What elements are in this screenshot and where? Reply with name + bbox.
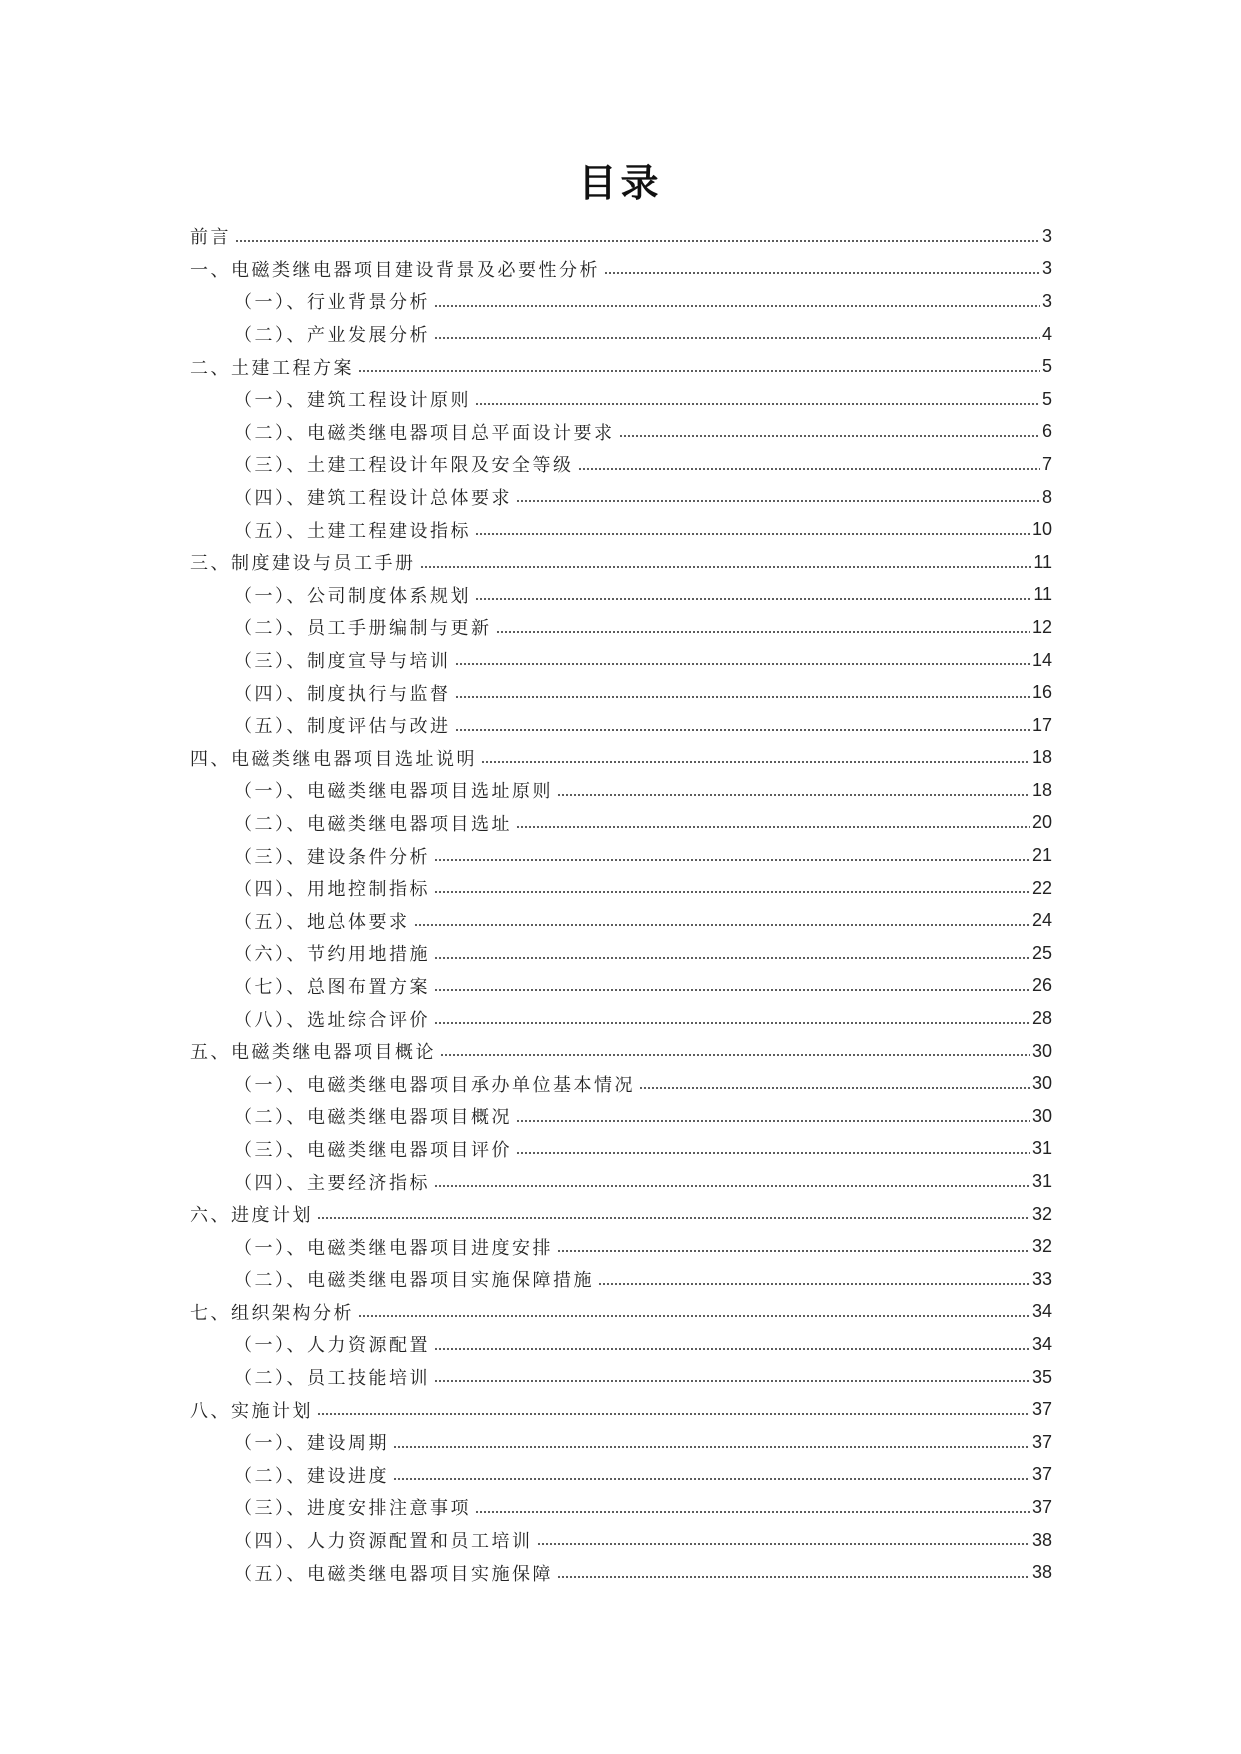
toc-section-entry[interactable]	[190, 1067, 1052, 1100]
toc-page-number: 25	[1031, 942, 1052, 963]
toc-section-entry[interactable]	[190, 937, 1052, 970]
toc-entry-label: （五）、制度评估与改进	[234, 716, 451, 738]
toc-section-entry[interactable]	[190, 676, 1052, 709]
toc-page-number: 14	[1031, 649, 1052, 670]
toc-page-number: 38	[1031, 1529, 1052, 1550]
toc-page-number: 30	[1031, 1040, 1052, 1061]
toc-dot-leader	[414, 922, 1030, 928]
toc-section-entry[interactable]	[190, 1230, 1052, 1263]
toc-entry-label: （六）、节约用地措施	[234, 944, 430, 966]
toc-page-number: 7	[1041, 453, 1052, 474]
toc-entry-label: （二）、电磁类继电器项目总平面设计要求	[234, 422, 615, 444]
toc-section-entry[interactable]	[190, 839, 1052, 872]
toc-entry-label: （二）、电磁类继电器项目选址	[234, 813, 512, 835]
toc-section-entry[interactable]	[190, 1100, 1052, 1133]
toc-dot-leader	[481, 759, 1030, 765]
toc-section-entry[interactable]	[190, 1328, 1052, 1361]
toc-dot-leader	[440, 1052, 1030, 1058]
toc-entry-label: （三）、制度宣导与培训	[234, 651, 451, 673]
toc-dot-leader	[317, 1215, 1030, 1221]
toc-page-number: 33	[1031, 1268, 1052, 1289]
toc-page-number: 18	[1031, 779, 1052, 800]
toc-section-entry[interactable]	[190, 1165, 1052, 1198]
toc-entry-label: 七、组织架构分析	[190, 1302, 354, 1324]
toc-dot-leader	[434, 1183, 1030, 1189]
toc-entry-label: （四）、人力资源配置和员工培训	[234, 1531, 533, 1553]
toc-chapter-entry[interactable]	[190, 1296, 1052, 1329]
toc-entry-label: 三、制度建设与员工手册	[190, 553, 416, 575]
toc-entry-label: （二）、员工技能培训	[234, 1368, 430, 1390]
toc-entry-label: 一、电磁类继电器项目建设背景及必要性分析	[190, 259, 600, 281]
toc-entry-label: （四）、主要经济指标	[234, 1172, 430, 1194]
toc-entry-label: （五）、电磁类继电器项目实施保障	[234, 1563, 553, 1585]
toc-chapter-entry[interactable]	[190, 253, 1052, 286]
toc-dot-leader	[604, 270, 1040, 276]
toc-section-entry[interactable]	[190, 1133, 1052, 1166]
toc-section-entry[interactable]	[190, 904, 1052, 937]
toc-entry-label: （一）、行业背景分析	[234, 292, 430, 314]
toc-entry-label: （一）、电磁类继电器项目进度安排	[234, 1237, 553, 1259]
toc-page-number: 37	[1031, 1431, 1052, 1452]
toc-dot-leader	[358, 1313, 1030, 1319]
toc-dot-leader	[639, 1085, 1030, 1091]
toc-entry-label: （三）、进度安排注意事项	[234, 1498, 471, 1520]
toc-chapter-entry[interactable]	[190, 546, 1052, 579]
toc-page-number: 37	[1031, 1464, 1052, 1485]
toc-page-number: 3	[1041, 225, 1052, 246]
toc-page-number: 4	[1041, 323, 1052, 344]
toc-page-number: 11	[1033, 551, 1052, 572]
toc-page-number: 28	[1031, 1008, 1052, 1029]
toc-entry-label: 六、进度计划	[190, 1205, 313, 1227]
toc-entry-label: 八、实施计划	[190, 1400, 313, 1422]
toc-entry-label: （三）、电磁类继电器项目评价	[234, 1139, 512, 1161]
toc-chapter-entry[interactable]	[190, 1393, 1052, 1426]
toc-section-entry[interactable]	[190, 513, 1052, 546]
toc-entry-label: （四）、用地控制指标	[234, 879, 430, 901]
toc-dot-leader	[475, 596, 1031, 602]
toc-section-entry[interactable]	[190, 970, 1052, 1003]
toc-section-entry[interactable]	[190, 1491, 1052, 1524]
toc-chapter-entry[interactable]	[190, 350, 1052, 383]
toc-section-entry[interactable]	[190, 644, 1052, 677]
toc-section-entry[interactable]	[190, 416, 1052, 449]
toc-section-entry[interactable]	[190, 579, 1052, 612]
toc-entry-label: 四、电磁类继电器项目选址说明	[190, 748, 477, 770]
toc-entry-label: （二）、产业发展分析	[234, 325, 430, 347]
toc-dot-leader	[578, 466, 1040, 472]
toc-section-entry[interactable]	[190, 1361, 1052, 1394]
toc-entry-label: （七）、总图布置方案	[234, 976, 430, 998]
toc-dot-leader	[516, 1150, 1030, 1156]
toc-dot-leader	[434, 857, 1030, 863]
toc-dot-leader	[557, 792, 1030, 798]
toc-page-number: 10	[1031, 519, 1052, 540]
toc-dot-leader	[317, 1411, 1030, 1417]
toc-entry-label: （二）、电磁类继电器项目概况	[234, 1107, 512, 1129]
toc-page-number: 32	[1031, 1236, 1052, 1257]
toc-section-entry[interactable]	[190, 448, 1052, 481]
toc-section-entry[interactable]	[190, 1263, 1052, 1296]
toc-dot-leader	[434, 1378, 1030, 1384]
toc-dot-leader	[557, 1248, 1030, 1254]
toc-chapter-entry[interactable]	[190, 1198, 1052, 1231]
toc-page-number: 31	[1031, 1138, 1052, 1159]
toc-entry-label: （二）、员工手册编制与更新	[234, 618, 492, 640]
toc-page-number: 35	[1031, 1366, 1052, 1387]
toc-dot-leader	[434, 1020, 1030, 1026]
toc-entry-label: （一）、电磁类继电器项目承办单位基本情况	[234, 1074, 635, 1096]
toc-dot-leader	[496, 629, 1030, 635]
toc-page-number: 32	[1031, 1203, 1052, 1224]
toc-page-number: 6	[1041, 421, 1052, 442]
toc-dot-leader	[434, 889, 1030, 895]
toc-entry-label: （一）、建筑工程设计原则	[234, 390, 471, 412]
toc-entry-label: （三）、建设条件分析	[234, 846, 430, 868]
toc-page-number: 11	[1033, 584, 1052, 605]
toc-page-number: 3	[1041, 290, 1052, 311]
toc-page-number: 16	[1031, 682, 1052, 703]
toc-dot-leader	[516, 1118, 1030, 1124]
toc-page-number: 3	[1041, 258, 1052, 279]
toc-dot-leader	[455, 661, 1030, 667]
toc-page-number: 30	[1031, 1105, 1052, 1126]
toc-page-number: 5	[1041, 388, 1052, 409]
toc-section-entry[interactable]	[190, 709, 1052, 742]
toc-dot-leader	[434, 987, 1030, 993]
table-of-contents	[190, 220, 1052, 1589]
toc-section-entry[interactable]	[190, 1556, 1052, 1589]
toc-entry-label: （一）、建设周期	[234, 1433, 389, 1455]
toc-entry-label: （五）、地总体要求	[234, 911, 410, 933]
toc-page-number: 17	[1031, 714, 1052, 735]
toc-section-entry[interactable]	[190, 1002, 1052, 1035]
toc-section-entry[interactable]	[190, 611, 1052, 644]
toc-page-number: 18	[1031, 747, 1052, 768]
toc-section-entry[interactable]	[190, 1524, 1052, 1557]
toc-page-number: 37	[1031, 1399, 1052, 1420]
toc-dot-leader	[420, 564, 1032, 570]
toc-dot-leader	[393, 1444, 1030, 1450]
toc-entry-label: （一）、电磁类继电器项目选址原则	[234, 781, 553, 803]
toc-section-entry[interactable]	[190, 481, 1052, 514]
toc-dot-leader	[235, 238, 1040, 244]
toc-entry-label: （四）、建筑工程设计总体要求	[234, 488, 512, 510]
toc-entry-label: （一）、公司制度体系规划	[234, 585, 471, 607]
toc-entry-label: （一）、人力资源配置	[234, 1335, 430, 1357]
toc-page-number: 30	[1031, 1073, 1052, 1094]
toc-section-entry[interactable]	[190, 318, 1052, 351]
toc-page-number: 22	[1031, 877, 1052, 898]
toc-dot-leader	[475, 1509, 1030, 1515]
toc-dot-leader	[455, 727, 1030, 733]
toc-entry-label: （二）、建设进度	[234, 1465, 389, 1487]
toc-section-entry[interactable]	[190, 807, 1052, 840]
toc-section-entry[interactable]	[190, 1426, 1052, 1459]
toc-entry-label: （五）、土建工程建设指标	[234, 520, 471, 542]
toc-section-entry[interactable]	[190, 774, 1052, 807]
toc-page-number: 5	[1041, 356, 1052, 377]
toc-chapter-entry[interactable]	[190, 1035, 1052, 1068]
toc-page-number: 34	[1031, 1333, 1052, 1354]
toc-dot-leader	[516, 824, 1030, 830]
toc-page-number: 31	[1031, 1171, 1052, 1192]
toc-chapter-entry[interactable]	[190, 220, 1052, 253]
toc-dot-leader	[475, 401, 1040, 407]
toc-dot-leader	[475, 531, 1030, 537]
toc-dot-leader	[434, 303, 1040, 309]
toc-entry-label: （三）、土建工程设计年限及安全等级	[234, 455, 574, 477]
toc-page-number: 38	[1031, 1562, 1052, 1583]
toc-section-entry[interactable]	[190, 872, 1052, 905]
toc-entry-label: （四）、制度执行与监督	[234, 683, 451, 705]
toc-entry-label: （八）、选址综合评价	[234, 1009, 430, 1031]
toc-page-number: 12	[1031, 616, 1052, 637]
toc-entry-label: 五、电磁类继电器项目概论	[190, 1042, 436, 1064]
toc-page-number: 37	[1031, 1496, 1052, 1517]
toc-dot-leader	[434, 335, 1040, 341]
toc-entry-label: （二）、电磁类继电器项目实施保障措施	[234, 1270, 594, 1292]
toc-page-number: 34	[1031, 1301, 1052, 1322]
toc-dot-leader	[516, 498, 1040, 504]
toc-page-number: 24	[1031, 910, 1052, 931]
toc-dot-leader	[537, 1541, 1030, 1547]
toc-dot-leader	[557, 1574, 1030, 1580]
toc-page-number: 26	[1031, 975, 1052, 996]
toc-section-entry[interactable]	[190, 383, 1052, 416]
toc-dot-leader	[598, 1281, 1030, 1287]
toc-page-number: 8	[1041, 486, 1052, 507]
toc-dot-leader	[393, 1476, 1030, 1482]
toc-page-number: 20	[1031, 812, 1052, 833]
toc-dot-leader	[434, 955, 1030, 961]
toc-entry-label: 二、土建工程方案	[190, 357, 354, 379]
toc-section-entry[interactable]	[190, 285, 1052, 318]
toc-dot-leader	[358, 368, 1040, 374]
toc-page-number: 21	[1031, 845, 1052, 866]
toc-chapter-entry[interactable]	[190, 742, 1052, 775]
toc-entry-label: 前言	[190, 227, 231, 249]
page-title: 目录	[578, 161, 663, 205]
toc-section-entry[interactable]	[190, 1459, 1052, 1492]
toc-dot-leader	[434, 1346, 1030, 1352]
toc-dot-leader	[455, 694, 1030, 700]
toc-dot-leader	[619, 433, 1040, 439]
